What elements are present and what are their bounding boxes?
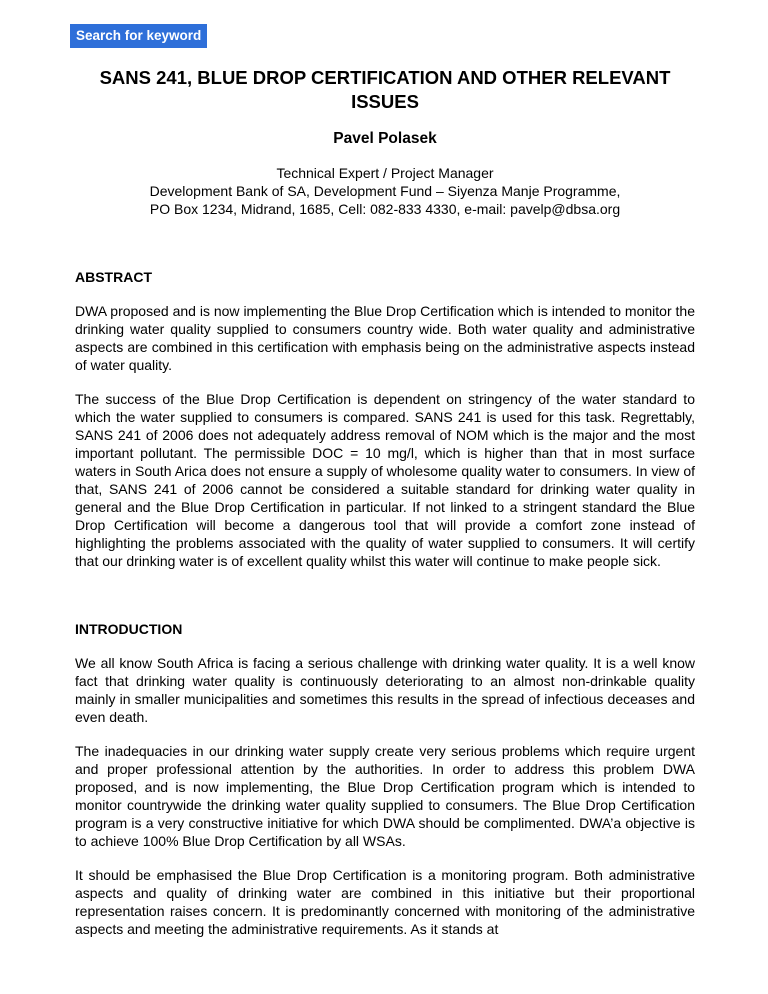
abstract-paragraph: The success of the Blue Drop Certification is dependent on stringency of the water standard to which the water supplied to consumers is compared. SANS 241 is used for this task. Regrettably, SANS 241 of 2006 does not adequately address removal of NOM which is the major and the most important pollutant. The permissible DOC = 10 mg/l, which is higher than that in most surface waters in South Arica does not ensure a supply of wholesome quality water to consumers. In view of that, SANS 241 of 2006 cannot be considered a suitable standard for drinking water quality in general and the Blue Drop Certification in particular. If not linked to a stringent standard the Blue Drop Certification will become a dangerous tool that will provide a comfort zone instead of highlighting the problems associated with the quality of water supplied to consumers. It will certify that our drinking water is of excellent quality whilst this water will continue to make people sick. [75, 391, 695, 569]
introduction-paragraph: The inadequacies in our drinking water supply create very serious problems which require urgent and proper professional attention by the authorities. In order to address this problem DWA proposed, and is now implementing, the Blue Drop Certification program which is intended to monitor countrywide the drinking water quality supplied to consumers. The Blue Drop Certification program is a very constructive initiative for which DWA should be complimented. DWA’a objective is to achieve 100% Blue Drop Certification by all WSAs. [75, 743, 695, 849]
affiliation-line: Technical Expert / Project Manager [276, 165, 494, 181]
document-page [75, 66, 695, 938]
introduction-paragraph: It should be emphasised the Blue Drop Certification is a monitoring program. Both administrative aspects and quality of drinking water are combined in this initiative but their proportional representation raises concern. It is predominantly concerned with monitoring of the administrative aspects and meeting the administrative requirements. As it stands at [75, 867, 695, 937]
paper-author: Pavel Polasek [333, 130, 437, 147]
affiliation-line: Development Bank of SA, Development Fund – Siyenza Manje Programme, [149, 183, 621, 199]
paper-title: SANS 241, BLUE DROP CERTIFICATION AND OTHER RELEVANT ISSUES [99, 67, 671, 112]
introduction-heading: INTRODUCTION [75, 621, 183, 637]
abstract-section [75, 302, 695, 570]
abstract-heading: ABSTRACT [75, 269, 152, 285]
abstract-paragraph: DWA proposed and is now implementing the Blue Drop Certification which is intended to monitor the drinking water quality supplied to consumers country wide. Both water quality and administrative aspects are combined in this certification with emphasis being on the administrative aspects instead of water quality. [75, 303, 695, 373]
introduction-section [75, 654, 695, 938]
affiliation-line: PO Box 1234, Midrand, 1685, Cell: 082-833 4330, e-mail: pavelp@dbsa.org [149, 201, 621, 217]
introduction-paragraph: We all know South Africa is facing a serious challenge with drinking water quality. It is a well know fact that drinking water quality is continuously deteriorating to an almost non-drinkable quality mainly in smaller municipalities and sometimes this results in the spread of infectious deceases and even death. [75, 655, 695, 725]
author-affiliation [75, 164, 695, 218]
search-keyword-button[interactable]: Search for keyword [70, 24, 207, 48]
